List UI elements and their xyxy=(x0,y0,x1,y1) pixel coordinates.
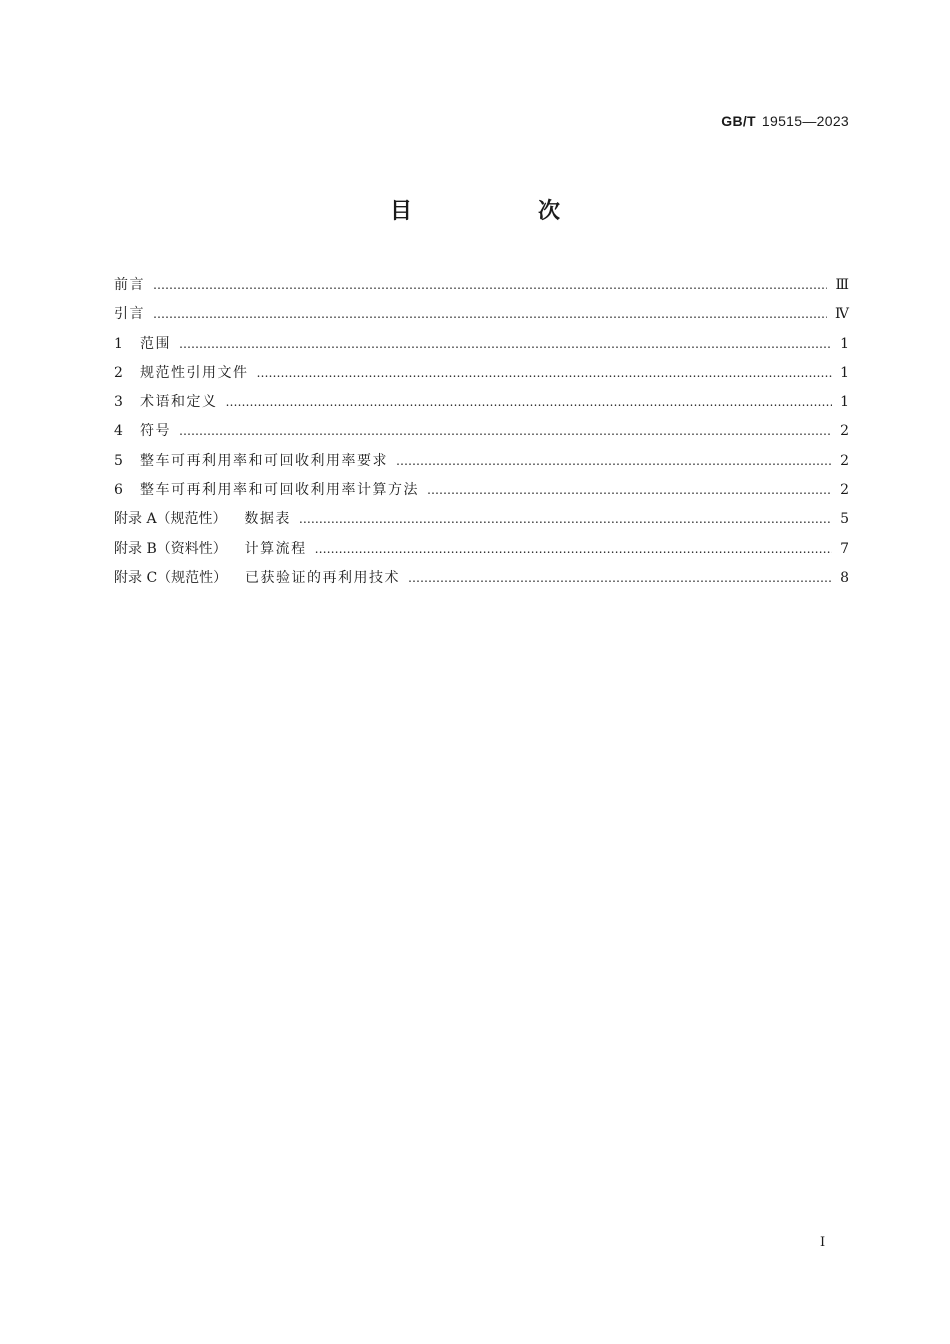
toc-dot-leader xyxy=(427,476,832,505)
toc-entry-label xyxy=(114,388,218,417)
standard-code xyxy=(721,113,849,129)
toc-entry-label xyxy=(114,330,171,359)
toc-entry-label xyxy=(114,417,171,446)
toc-entry-label xyxy=(114,271,145,300)
toc-entry-text: 引言 xyxy=(114,306,145,323)
toc-dot-leader xyxy=(153,300,827,329)
toc-section-number: 6 xyxy=(114,482,123,499)
toc-dot-leader xyxy=(408,564,832,593)
toc-entry-text: 整车可再利用率和可回收利用率要求 xyxy=(140,452,388,469)
standard-number: 19515—2023 xyxy=(761,113,849,129)
toc-entry-page: 1 xyxy=(840,364,849,381)
toc-entry-page: 2 xyxy=(840,452,849,469)
toc-entry-label xyxy=(114,476,419,505)
toc-entry-page: 2 xyxy=(840,423,849,440)
toc-entry-text: 范围 xyxy=(140,335,171,352)
toc-entry-page: 2 xyxy=(840,482,849,499)
toc-entry-text: 规范性引用文件 xyxy=(140,364,249,381)
toc-section-number: 3 xyxy=(114,394,123,411)
toc-entry-text: 前言 xyxy=(114,277,145,293)
toc-entry-page: 5 xyxy=(840,511,849,528)
standard-prefix: GB/T xyxy=(721,113,756,129)
toc-entry-text: 已获验证的再利用技术 xyxy=(245,569,401,586)
toc-section-number: 5 xyxy=(114,452,123,469)
toc-entry-annex-c[interactable] xyxy=(114,564,849,593)
toc-entry-section-2[interactable] xyxy=(114,359,849,388)
toc-entry-foreword[interactable] xyxy=(114,271,849,300)
toc-entry-page: 7 xyxy=(840,540,849,557)
toc-entry-label xyxy=(114,359,249,388)
toc-entry-label xyxy=(114,505,291,534)
toc-dot-leader xyxy=(153,271,827,300)
toc-entry-annex-b[interactable] xyxy=(114,535,849,564)
toc-entry-text: 符号 xyxy=(140,423,171,440)
toc-entry-page: 1 xyxy=(840,335,849,352)
toc-annex-category: 附录 C（规范性） xyxy=(114,569,228,586)
toc-entry-text: 计算流程 xyxy=(244,540,307,557)
toc-dot-leader xyxy=(257,359,833,388)
toc-entry-label xyxy=(114,535,307,564)
toc-entry-page: Ⅲ xyxy=(835,277,849,293)
toc-entry-label xyxy=(114,447,388,476)
toc-entry-section-1[interactable] xyxy=(114,330,849,359)
toc-section-number: 1 xyxy=(114,335,123,352)
toc-entry-page: 1 xyxy=(840,394,849,411)
toc-annex-category: 附录 A（规范性） xyxy=(114,511,227,528)
toc-entry-text: 整车可再利用率和可回收利用率计算方法 xyxy=(140,482,419,499)
toc-title: 目 次 xyxy=(389,199,612,224)
toc-dot-leader xyxy=(179,330,832,359)
toc-entry-section-5[interactable] xyxy=(114,447,849,476)
toc-entry-label xyxy=(114,564,400,593)
toc-entry-annex-a[interactable] xyxy=(114,505,849,534)
table-of-contents xyxy=(114,271,849,593)
toc-annex-category: 附录 B（资料性） xyxy=(114,540,227,557)
toc-dot-leader xyxy=(315,535,832,564)
toc-entry-introduction[interactable] xyxy=(114,300,849,329)
toc-entry-section-6[interactable] xyxy=(114,476,849,505)
toc-entry-text: 术语和定义 xyxy=(140,394,218,411)
toc-entry-page: 8 xyxy=(840,569,849,586)
toc-dot-leader xyxy=(299,505,832,534)
toc-section-number: 4 xyxy=(114,423,123,440)
toc-entry-text: 数据表 xyxy=(244,511,291,528)
toc-entry-label xyxy=(114,300,145,329)
toc-dot-leader xyxy=(396,447,832,476)
page-number: Ⅰ xyxy=(820,1235,826,1250)
toc-entry-section-4[interactable] xyxy=(114,417,849,446)
toc-entry-page: Ⅳ xyxy=(835,306,849,323)
toc-dot-leader xyxy=(179,417,832,446)
toc-section-number: 2 xyxy=(114,364,123,381)
toc-dot-leader xyxy=(226,388,833,417)
toc-entry-section-3[interactable] xyxy=(114,388,849,417)
